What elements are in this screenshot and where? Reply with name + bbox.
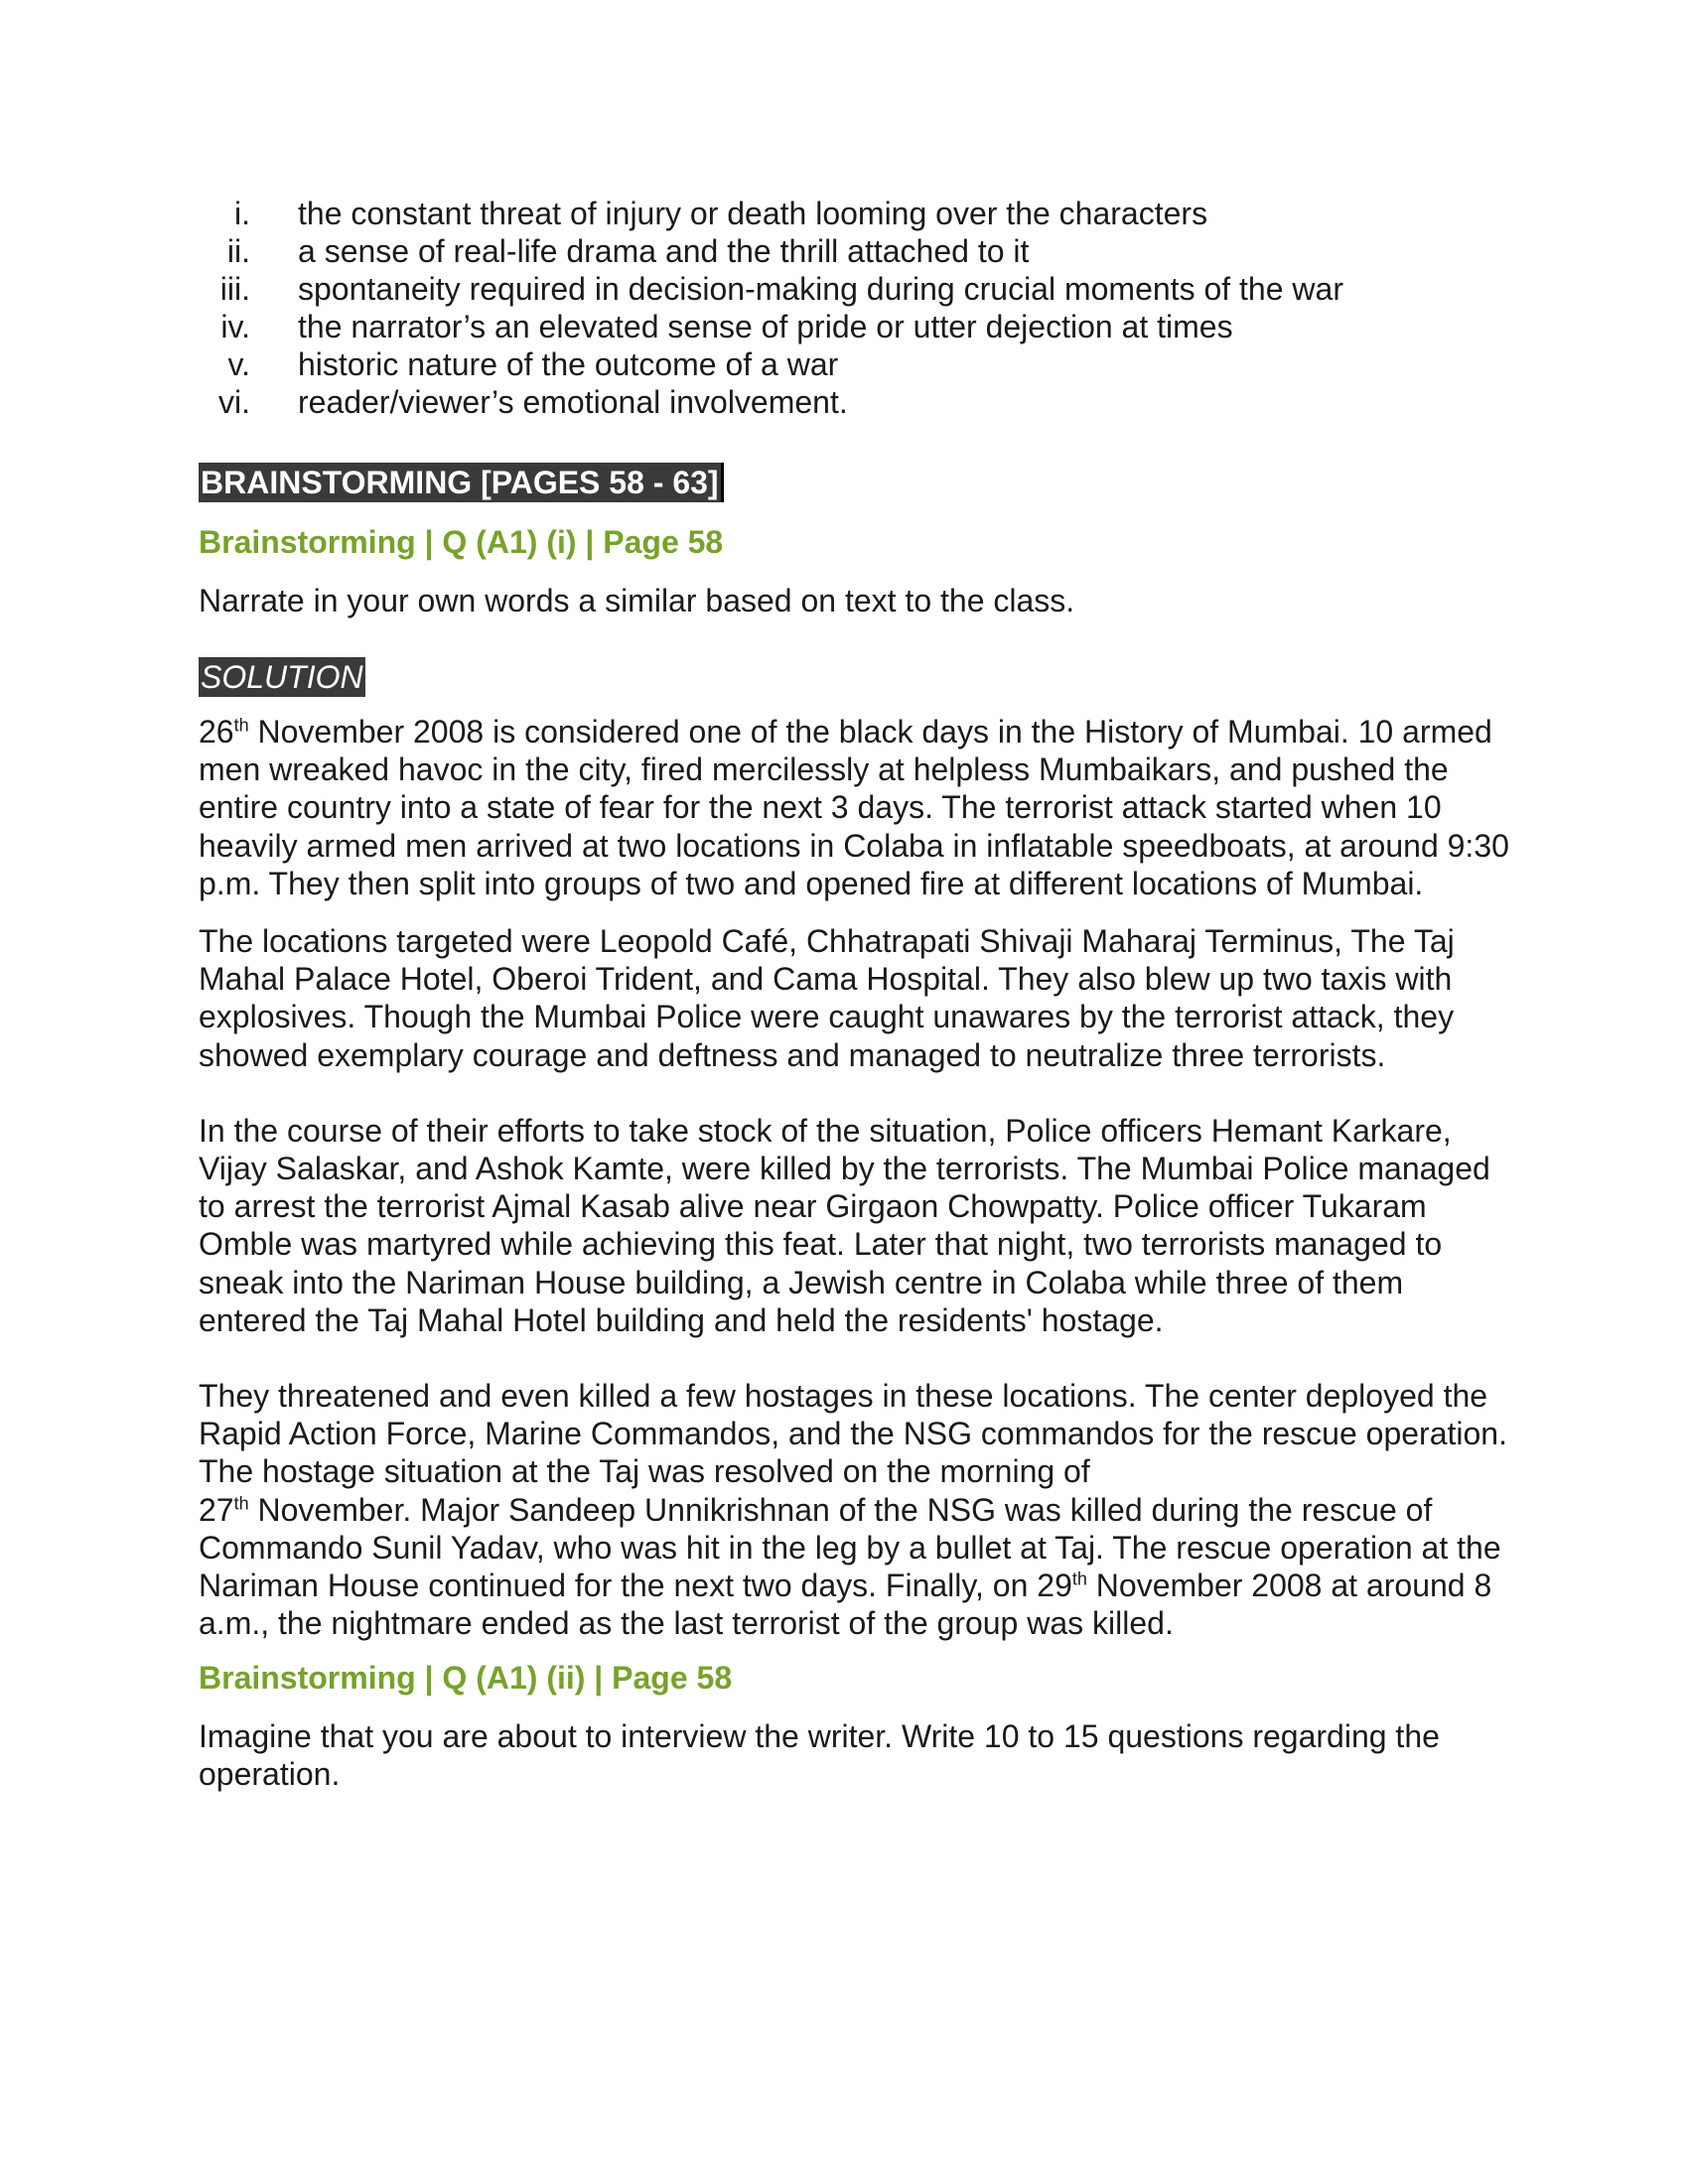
list-item <box>199 270 1509 308</box>
date-ordinal: th <box>233 715 249 736</box>
date-day: 26 <box>199 714 234 750</box>
question-text: Imagine that you are about to interview the writer. Write 10 to 15 questions regarding the operation. <box>199 1718 1440 1793</box>
solution-paragraph <box>199 1377 1509 1642</box>
list-item-text: reader/viewer’s emotional involvement. <box>298 384 848 420</box>
list-item-number: ii. <box>226 233 250 269</box>
list-item-text: spontaneity required in decision-making during crucial moments of the war <box>298 271 1343 307</box>
solution-paragraph <box>199 713 1509 902</box>
list-item-number: iii. <box>219 271 250 307</box>
list-item <box>199 383 1509 421</box>
list-item-text: the constant threat of injury or death looming over the characters <box>298 196 1208 231</box>
paragraph-text: November. Major Sandeep Unnikrishnan of the NSG was killed during the rescue of Commando Sunil Yadav, who was hit in the leg by a bullet at Taj. The rescue operation at the Nariman House continued for the next two days. Finally, on <box>199 1491 1501 1604</box>
solution-label: SOLUTION <box>201 659 363 695</box>
list-item-text: a sense of real-life drama and the thrill attached to it <box>298 233 1030 269</box>
paragraph-text: November 2008 is considered one of the black days in the History of Mumbai. 10 armed men wreaked havoc in the city, fired mercilessly at helpless Mumbaikars, and pushed the entire country into a state of fear for the next 3 days. The terrorist attack started when 10 heavily armed men arrived at two locations in Colaba in inflatable speedboats, at around 9:30 p.m. They then split into groups of two and opened fire at different locations of Mumbai. <box>199 714 1509 901</box>
date-ordinal: th <box>1071 1569 1087 1589</box>
paragraph-text: They threatened and even killed a few hostages in these locations. The center deployed the Rapid Action Force, Marine Commandos, and the NSG commandos for the rescue operation. The hostage situation at the Taj was resolved on the morning of <box>199 1378 1507 1490</box>
date-ordinal: th <box>233 1493 249 1513</box>
solution-paragraph: In the course of their efforts to take stock of the situation, Police officers Hemant Karkare, Vijay Salaskar, and Ashok Kamte, were killed by the terrorists. The Mumbai Police managed to arrest the terrorist Ajmal Kasab alive near Girgaon Chowpatty. Police officer Tukaram Omble was martyred while achieving this feat. Later that night, two terrorists managed to sneak into the Nariman House building, a Jewish centre in Colaba while three of them entered the Taj Mahal Hotel building and held the residents' hostage. <box>199 1112 1490 1338</box>
roman-numeral-list <box>199 195 1509 421</box>
date-day: 29 <box>1037 1568 1072 1604</box>
list-item-text: historic nature of the outcome of a war <box>298 346 839 382</box>
list-item <box>199 345 1509 383</box>
list-item-text: the narrator’s an elevated sense of pride or utter dejection at times <box>298 309 1233 344</box>
paragraph-text: November 2008 at around 8 a.m., the nightmare ended as the last terrorist of the group was killed. <box>199 1568 1492 1642</box>
list-item-number: vi. <box>218 384 250 420</box>
list-item-number: iv. <box>220 309 250 344</box>
list-item <box>199 308 1509 345</box>
list-item <box>199 195 1509 232</box>
section-heading: BRAINSTORMING [PAGES 58 - 63] <box>199 463 724 502</box>
question-text: Narrate in your own words a similar based on text to the class. <box>199 583 1075 618</box>
list-item-number: v. <box>227 346 250 382</box>
date-day: 27 <box>199 1491 234 1528</box>
question-heading: Brainstorming | Q (A1) (i) | Page 58 <box>199 524 724 560</box>
question-heading: Brainstorming | Q (A1) (ii) | Page 58 <box>199 1660 733 1697</box>
solution-paragraph: The locations targeted were Leopold Café, Chhatrapati Shivaji Maharaj Terminus, The Taj Mahal Palace Hotel, Oberoi Trident, and Cama Hospital. They also blew up two taxis with explosives. Though the Mumbai Police were caught unawares by the terrorist attack, they showed exemplary courage and deftness and managed to neutralize three terrorists. <box>199 923 1455 1073</box>
list-item <box>199 232 1509 270</box>
list-item-number: i. <box>234 196 250 231</box>
page-content <box>199 195 1509 1793</box>
